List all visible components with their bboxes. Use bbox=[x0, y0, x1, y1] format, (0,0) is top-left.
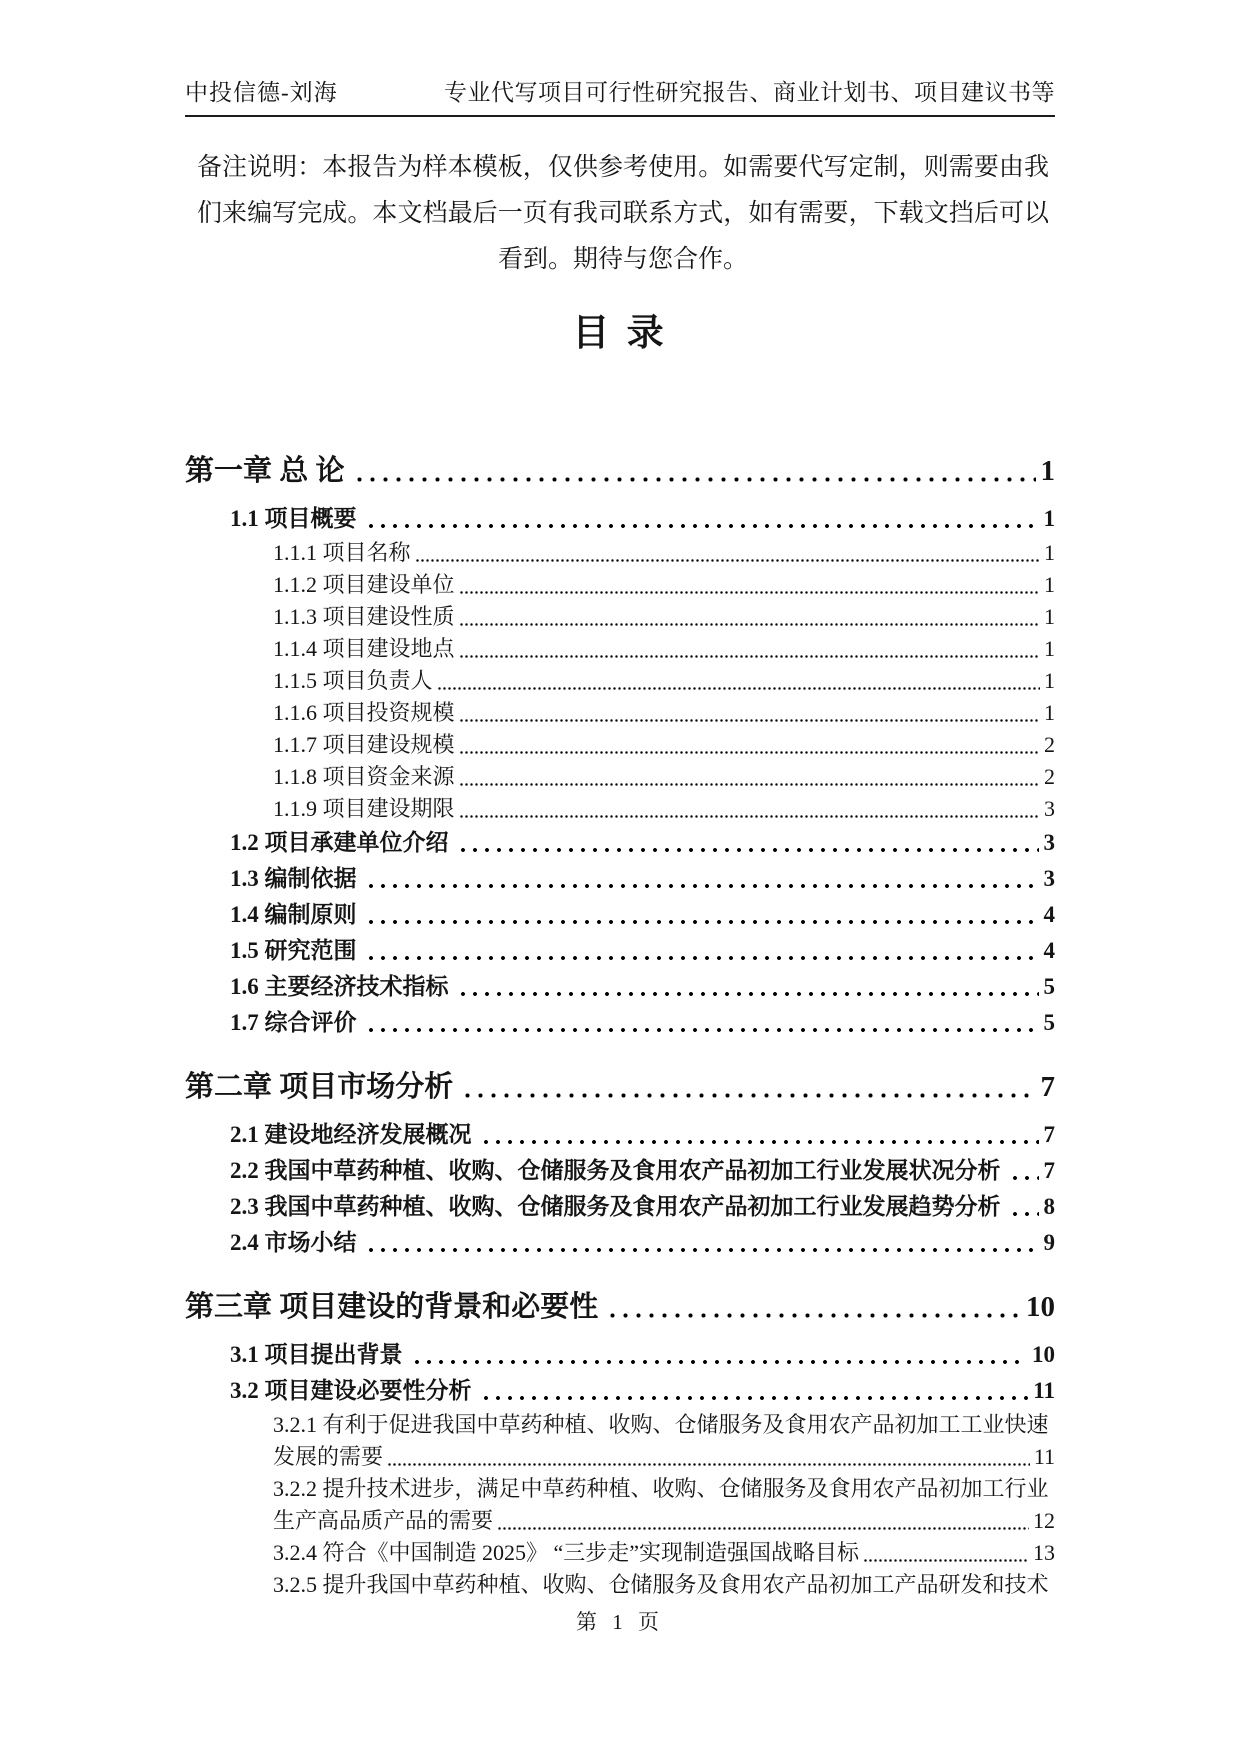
dot-leader bbox=[365, 897, 1039, 933]
toc-entry-text: 第二章 项目市场分析 bbox=[185, 1071, 454, 1103]
toc-entry[interactable] bbox=[185, 1067, 1055, 1107]
notice-line: 看到。期待与您合作。 bbox=[497, 246, 748, 273]
toc-entry-text: 1.1.1 项目名称 bbox=[273, 540, 411, 565]
dot-leader bbox=[459, 729, 1040, 761]
toc-page-number: 7 bbox=[1040, 1071, 1055, 1103]
notice-line: 备注说明：本报告为样本模板，仅供参考使用。如需要代写定制，则需要由我 bbox=[197, 154, 1049, 181]
toc-page-number: 7 bbox=[1043, 1158, 1055, 1183]
toc-entry[interactable] bbox=[185, 451, 1055, 491]
toc-entry-text: 1.1.6 项目投资规模 bbox=[273, 700, 455, 725]
toc-entry[interactable] bbox=[185, 1117, 1055, 1153]
toc-entry-text: 1.2 项目承建单位介绍 bbox=[230, 830, 449, 855]
toc-page-number: 8 bbox=[1043, 1194, 1055, 1219]
toc-page-number: 3 bbox=[1044, 796, 1055, 821]
toc-page-number: 10 bbox=[1026, 1291, 1055, 1323]
toc-entry-text: 发展的需要 bbox=[273, 1444, 384, 1469]
dot-leader bbox=[457, 969, 1039, 1005]
toc-entry-text: 3.1 项目提出背景 bbox=[230, 1342, 403, 1367]
toc-entry[interactable] bbox=[185, 729, 1055, 761]
toc-page-number: 1 bbox=[1044, 700, 1055, 725]
toc-page-number: 11 bbox=[1033, 1444, 1055, 1469]
toc-entry[interactable] bbox=[185, 633, 1055, 665]
header-tagline: 专业代写项目可行性研究报告、商业计划书、项目建议书等 bbox=[444, 80, 1055, 105]
dot-leader bbox=[1009, 1153, 1039, 1189]
dot-leader bbox=[365, 933, 1039, 969]
notice-paragraph bbox=[185, 145, 1055, 283]
toc-entry-text: 1.1.2 项目建设单位 bbox=[273, 572, 455, 597]
toc-entry[interactable] bbox=[185, 933, 1055, 969]
toc-page-number: 5 bbox=[1043, 1010, 1055, 1035]
toc-page-number: 11 bbox=[1033, 1378, 1055, 1403]
toc-entry[interactable] bbox=[185, 1153, 1055, 1189]
dot-leader bbox=[459, 569, 1040, 601]
toc-entry[interactable] bbox=[185, 1441, 1055, 1473]
dot-leader bbox=[415, 537, 1040, 569]
toc-entry-text: 2.4 市场小结 bbox=[230, 1230, 357, 1255]
toc-entry-text: 3.2.5 提升我国中草药种植、收购、仓储服务及食用农产品初加工产品研发和技术 bbox=[273, 1572, 1049, 1597]
toc-entry[interactable] bbox=[185, 969, 1055, 1005]
toc-entry[interactable] bbox=[185, 1537, 1055, 1569]
toc-page-number: 1 bbox=[1040, 455, 1055, 487]
toc-entry-text: 1.1.5 项目负责人 bbox=[273, 668, 433, 693]
dot-leader bbox=[863, 1537, 1029, 1569]
dot-leader bbox=[480, 1373, 1029, 1409]
toc-entry-text: 2.2 我国中草药种植、收购、仓储服务及食用农产品初加工行业发展状况分析 bbox=[230, 1158, 1001, 1183]
toc-entry[interactable] bbox=[185, 861, 1055, 897]
toc-page-number: 1 bbox=[1044, 604, 1055, 629]
toc-entry[interactable] bbox=[185, 1373, 1055, 1409]
dot-leader bbox=[497, 1505, 1029, 1537]
toc-entry-text: 1.1.4 项目建设地点 bbox=[273, 636, 455, 661]
toc-entry-text: 3.2.1 有利于促进我国中草药种植、收购、仓储服务及食用农产品初加工工业快速 bbox=[273, 1412, 1049, 1437]
toc-entry-text: 1.7 综合评价 bbox=[230, 1010, 357, 1035]
dot-leader bbox=[411, 1337, 1028, 1373]
toc-entry-text: 第一章 总 论 bbox=[185, 455, 345, 487]
dot-leader bbox=[459, 697, 1040, 729]
toc-entry[interactable] bbox=[185, 665, 1055, 697]
dot-leader bbox=[437, 665, 1040, 697]
toc-entry-text: 第三章 项目建设的背景和必要性 bbox=[185, 1291, 599, 1323]
toc-entry-text: 1.1.7 项目建设规模 bbox=[273, 732, 455, 757]
toc-entry[interactable] bbox=[185, 1409, 1055, 1441]
toc-entry-text: 1.5 研究范围 bbox=[230, 938, 357, 963]
header-brand: 中投信德-刘海 bbox=[185, 80, 338, 105]
toc-page-number: 4 bbox=[1043, 902, 1055, 927]
toc-entry-text: 生产高品质产品的需要 bbox=[273, 1508, 494, 1533]
dot-leader bbox=[365, 1225, 1039, 1261]
toc-entry[interactable] bbox=[185, 697, 1055, 729]
toc-entry-text: 1.6 主要经济技术指标 bbox=[230, 974, 449, 999]
toc-page-number: 4 bbox=[1043, 938, 1055, 963]
toc-entry-text: 2.1 建设地经济发展概况 bbox=[230, 1122, 472, 1147]
toc-entry[interactable] bbox=[185, 1005, 1055, 1041]
toc-page-number: 3 bbox=[1043, 830, 1055, 855]
toc-list bbox=[185, 451, 1055, 1601]
toc-page-number: 2 bbox=[1044, 764, 1055, 789]
dot-leader bbox=[1009, 1189, 1039, 1225]
toc-page-number: 2 bbox=[1044, 732, 1055, 757]
toc-entry[interactable] bbox=[185, 1189, 1055, 1225]
dot-leader bbox=[387, 1441, 1030, 1473]
toc-page-number: 5 bbox=[1043, 974, 1055, 999]
toc-entry[interactable] bbox=[185, 501, 1055, 537]
notice-line: 们来编写完成。本文档最后一页有我司联系方式，如有需要，下载文挡后可以 bbox=[197, 200, 1049, 227]
toc-page-number: 1 bbox=[1044, 636, 1055, 661]
toc-title: 目 录 bbox=[572, 313, 668, 354]
dot-leader bbox=[606, 1287, 1021, 1327]
toc-entry-text: 1.1.3 项目建设性质 bbox=[273, 604, 455, 629]
toc-page-number: 3 bbox=[1043, 866, 1055, 891]
toc-page-number: 12 bbox=[1033, 1508, 1055, 1533]
toc-page-number: 10 bbox=[1032, 1342, 1055, 1367]
toc-entry[interactable] bbox=[185, 1225, 1055, 1261]
toc-entry-text: 3.2.2 提升技术进步，满足中草药种植、收购、仓储服务及食用农产品初加工行业 bbox=[273, 1476, 1049, 1501]
dot-leader bbox=[365, 1005, 1039, 1041]
toc-page-number: 13 bbox=[1033, 1540, 1055, 1565]
dot-leader bbox=[365, 861, 1039, 897]
toc-entry-text: 3.2 项目建设必要性分析 bbox=[230, 1378, 472, 1403]
dot-leader bbox=[457, 825, 1039, 861]
dot-leader bbox=[480, 1117, 1039, 1153]
toc-entry[interactable] bbox=[185, 537, 1055, 569]
toc-page-number: 7 bbox=[1043, 1122, 1055, 1147]
toc-entry[interactable] bbox=[185, 793, 1055, 825]
dot-leader bbox=[365, 501, 1039, 537]
toc-entry[interactable] bbox=[185, 601, 1055, 633]
page-number-footer: 第 1 页 bbox=[576, 1610, 664, 1634]
toc-entry-text: 1.1.9 项目建设期限 bbox=[273, 796, 455, 821]
toc-entry[interactable] bbox=[185, 1337, 1055, 1373]
toc-page-number: 1 bbox=[1044, 540, 1055, 565]
dot-leader bbox=[459, 761, 1040, 793]
toc-entry[interactable] bbox=[185, 761, 1055, 793]
dot-leader bbox=[461, 1067, 1035, 1107]
toc-entry[interactable] bbox=[185, 1473, 1055, 1505]
toc-entry[interactable] bbox=[185, 825, 1055, 861]
toc-entry-text: 1.4 编制原则 bbox=[230, 902, 357, 927]
toc-entry[interactable] bbox=[185, 569, 1055, 601]
toc-page-number: 9 bbox=[1043, 1230, 1055, 1255]
toc-entry-text: 1.1.8 项目资金来源 bbox=[273, 764, 455, 789]
dot-leader bbox=[353, 451, 1036, 491]
toc-page-number: 1 bbox=[1044, 572, 1055, 597]
toc-entry[interactable] bbox=[185, 897, 1055, 933]
toc-entry[interactable] bbox=[185, 1569, 1055, 1601]
toc-entry-text: 1.1 项目概要 bbox=[230, 506, 357, 531]
dot-leader bbox=[459, 601, 1040, 633]
toc-entry-text: 1.3 编制依据 bbox=[230, 866, 357, 891]
dot-leader bbox=[459, 633, 1040, 665]
toc-entry-text: 2.3 我国中草药种植、收购、仓储服务及食用农产品初加工行业发展趋势分析 bbox=[230, 1194, 1001, 1219]
toc-page-number: 1 bbox=[1043, 506, 1055, 531]
toc-entry-text: 3.2.4 符合《中国制造 2025》 “三步走”实现制造强国战略目标 bbox=[273, 1540, 860, 1565]
toc-entry[interactable] bbox=[185, 1287, 1055, 1327]
running-header bbox=[185, 78, 1055, 117]
toc-entry[interactable] bbox=[185, 1505, 1055, 1537]
toc-page-number: 1 bbox=[1044, 668, 1055, 693]
dot-leader bbox=[459, 793, 1040, 825]
